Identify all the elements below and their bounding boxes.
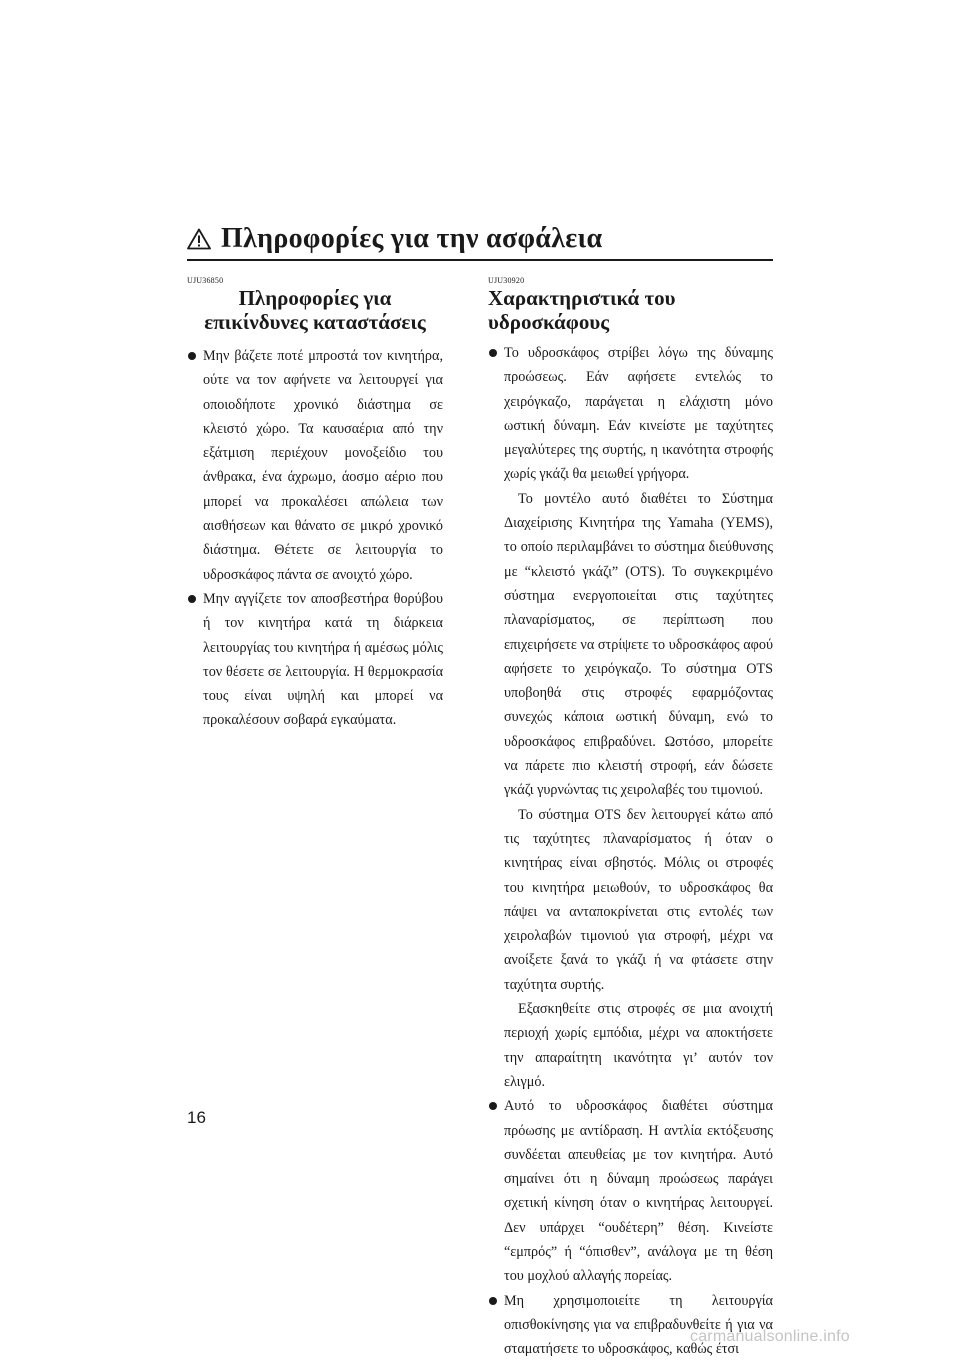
hazard-list bbox=[187, 344, 443, 733]
paragraph-ots: Το σύστημα OTS δεν λειτουργεί κάτω από τις ταχύτητες πλαναρίσματος ή όταν ο κινητήρας είναι σβηστός. Μόλις οι στροφές του κινητήρα μειωθούν, το υδροσκάφος θα πάψει να ανταποκρίνεται στις εντολές των χειρολαβών τιμονιού για στροφή, μέχρι να ανοίξετε ξανά το γκάζι ή να φτάσετε στην ταχύτητα συρτής. bbox=[504, 806, 773, 993]
list-item bbox=[488, 1094, 773, 1288]
page-header bbox=[187, 222, 773, 261]
section-ref-code: UJU30920 bbox=[488, 276, 525, 285]
list-item-text: Μη χρησιμοποιείτε τη λειτουργία οπισθοκίνησης για να επιβραδυνθείτε ή για να σταματήσετε το υδροσκάφος, καθώς έτσι bbox=[504, 1292, 773, 1358]
paragraph-yems: Το μοντέλο αυτό διαθέτει το Σύστημα Διαχείρισης Κινητήρα της Yamaha (YEMS), το οποίο περιλαμβάνει το σύστημα διεύθυνσης με “κλειστό γκάζι” (OTS). Το συγκεκριμένο σύστημα ενεργοποιείται στις ταχύτητες πλαναρίσματος, σε περίπτωση που επιχειρήσετε να στρίψετε το υδροσκάφος αφού αφήσετε το χειρόγκαζο. Το σύστημα OTS υποβοηθά στις στροφές εφαρμόζοντας συνεχώς κάποια ωστική δύναμη, ενώ το υδροσκάφος επιβραδύνει. Ωστόσο, μπορείτε να πάρετε πιο κλειστή στροφή, εάν δώσετε γκάζι γυρνώντας τις χειρολαβές του τιμονιού. bbox=[504, 490, 773, 799]
warning-triangle-icon bbox=[187, 228, 211, 250]
section-ref-code: UJU36850 bbox=[187, 276, 224, 285]
page-number: 16 bbox=[187, 1108, 206, 1127]
list-item-text: Μην αγγίζετε τον αποσβεστήρα θορύβου ή τον κινητήρα κατά τη διάρκεια λειτουργίας του κινητήρα ή αμέσως μόλις τον θέσετε σε λειτουργία. Η θερμοκρασία τους είναι υψηλή και μπορεί να προκαλέσουν σοβαρά εγκαύματα. bbox=[203, 590, 443, 729]
section-title-characteristics: Χαρακτηριστικά του υδροσκάφους bbox=[488, 286, 676, 334]
list-item bbox=[488, 341, 773, 1094]
list-item bbox=[187, 587, 443, 733]
watermark: carmanualsonline.info bbox=[690, 1328, 850, 1345]
bullet-icon bbox=[188, 352, 196, 360]
list-item-text: Το υδροσκάφος στρίβει λόγω της δύναμης προώσεως. Εάν αφήσετε εντελώς το χειρόγκαζο, παράγεται η ελάχιστη μόνο ωστική δύναμη. Εάν κινείστε με ταχύτητες μεγαλύτερες της συρτής, η ικανότητα στροφής χωρίς γκάζι θα μειωθεί γρήγορα. bbox=[504, 345, 773, 483]
list-item-text: Μην βάζετε ποτέ μπροστά τον κινητήρα, ούτε να τον αφήνετε να λειτουργεί για οποιοδήποτε χρονικό διάστημα σε κλειστό χώρο. Τα καυσαέρια από την εξάτμιση περιέχουν μονοξείδιο του άνθρακα, ένα άχρωμο, άοσμο αέριο που μπορεί να προκαλέσει απώλεια των αισθήσεων και θάνατο σε μικρό χρονικό διάστημα. Θέτετε σε λειτουργία το υδροσκάφος πάντα σε ανοιχτό χώρο. bbox=[203, 348, 443, 583]
right-column bbox=[488, 276, 773, 1361]
list-item bbox=[187, 344, 443, 587]
bullet-icon bbox=[489, 349, 497, 357]
left-column bbox=[187, 276, 443, 733]
header-title: Πληροφορίες για την ασφάλεια bbox=[221, 223, 603, 254]
paragraph-practice: Εξασκηθείτε στις στροφές σε μια ανοιχτή περιοχή χωρίς εμπόδια, μέχρι να αποκτήσετε την απαραίτητη ικανότητα γι’ αυτόν τον ελιγμό. bbox=[504, 1001, 773, 1090]
bullet-icon bbox=[489, 1297, 497, 1305]
section-title-hazards: Πληροφορίες για επικίνδυνες καταστάσεις bbox=[204, 286, 426, 334]
list-item-text: Αυτό το υδροσκάφος διαθέτει σύστημα πρόωσης με αντίδραση. Η αντλία εκτόξευσης συνδέεται απευθείας με τον κινητήρα. Αυτό σημαίνει ότι η δύναμη προώσεως παράγει σχετική κίνηση όταν ο κινητήρας λειτουργεί. Δεν υπάρχει “ουδέτερη” θέση. Κινείστε “εμπρός” ή “όπισθεν”, ανάλογα με τη θέση του μοχλού αλλαγής πορείας. bbox=[504, 1098, 773, 1285]
characteristics-list bbox=[488, 341, 773, 1361]
list-item bbox=[488, 1289, 773, 1361]
bullet-icon bbox=[489, 1102, 497, 1110]
bullet-icon bbox=[188, 595, 196, 603]
